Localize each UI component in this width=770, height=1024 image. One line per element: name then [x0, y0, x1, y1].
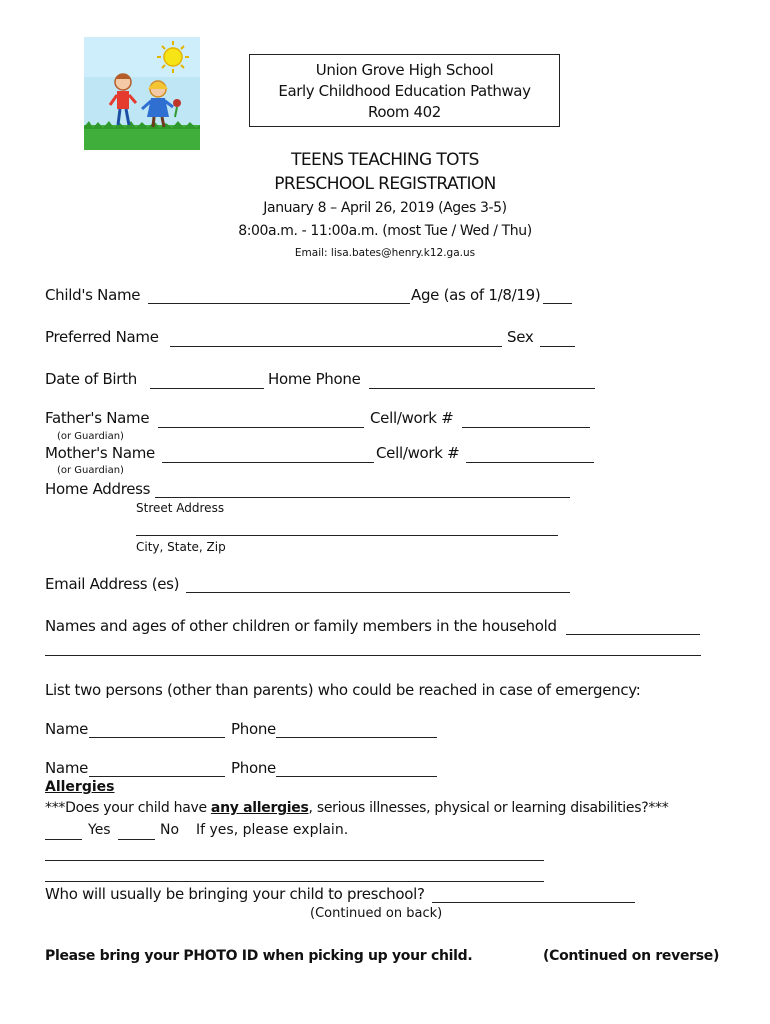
- allergies-heading: Allergies: [45, 779, 115, 795]
- dob-label: Date of Birth: [45, 370, 137, 388]
- continued-on-back: (Continued on back): [310, 906, 443, 921]
- mother-name-label: Mother's Name: [45, 444, 155, 462]
- allergies-explain-line-1[interactable]: [45, 860, 544, 861]
- home-phone-field[interactable]: [369, 388, 595, 389]
- other-children-field[interactable]: [566, 634, 700, 635]
- preferred-name-field[interactable]: [170, 346, 502, 347]
- home-address-label: Home Address: [45, 480, 151, 498]
- child-name-field[interactable]: [148, 303, 410, 304]
- other-children-label: Names and ages of other children or family members in the household: [45, 617, 557, 635]
- city-state-zip-field[interactable]: [136, 535, 558, 536]
- allergies-yes-blank[interactable]: [45, 839, 82, 840]
- home-phone-label: Home Phone: [268, 370, 361, 388]
- allergies-question-emphasis: any allergies: [210, 800, 309, 816]
- sex-field[interactable]: [540, 346, 575, 347]
- room-number: Room 402: [368, 103, 441, 121]
- emergency-name-1-label: Name: [45, 720, 89, 738]
- photo-id-notice: Please bring your PHOTO ID when picking up your child.: [45, 948, 473, 964]
- allergies-question-suffix: , serious illnesses, physical or learning disabilities?***: [308, 800, 669, 816]
- program-dates: January 8 – April 26, 2019 (Ages 3-5): [263, 200, 507, 216]
- allergies-explain-label: If yes, please explain.: [196, 822, 349, 838]
- email-address-label: Email Address (es): [45, 575, 180, 593]
- emergency-phone-1-label: Phone: [231, 720, 276, 738]
- allergies-no-blank[interactable]: [118, 839, 155, 840]
- allergies-yes-label: Yes: [88, 822, 111, 838]
- allergies-explain-line-2[interactable]: [45, 881, 544, 882]
- age-field[interactable]: [543, 303, 572, 304]
- street-address-field[interactable]: [155, 497, 570, 498]
- emergency-phone-2-label: Phone: [231, 759, 276, 777]
- sex-label: Sex: [507, 328, 534, 346]
- school-name: Union Grove High School: [315, 61, 494, 79]
- emergency-name-1-field[interactable]: [89, 737, 225, 738]
- continued-on-reverse: (Continued on reverse): [543, 948, 720, 964]
- father-guardian-note: (or Guardian): [57, 431, 124, 442]
- form-title: PRESCHOOL REGISTRATION: [274, 174, 496, 194]
- pathway-name: Early Childhood Education Pathway: [278, 82, 531, 100]
- father-cell-field[interactable]: [462, 427, 590, 428]
- mother-cell-field[interactable]: [466, 462, 594, 463]
- program-title: TEENS TEACHING TOTS: [291, 150, 479, 170]
- email-address-field[interactable]: [186, 592, 570, 593]
- father-name-field[interactable]: [158, 427, 364, 428]
- mother-guardian-note: (or Guardian): [57, 465, 124, 476]
- emergency-phone-1-field[interactable]: [276, 737, 437, 738]
- contact-email: Email: lisa.bates@henry.k12.ga.us: [294, 247, 476, 259]
- mother-name-field[interactable]: [162, 462, 374, 463]
- street-address-caption: Street Address: [136, 501, 225, 515]
- school-info-box: [249, 54, 560, 127]
- dob-field[interactable]: [150, 388, 264, 389]
- program-times: 8:00a.m. - 11:00a.m. (most Tue / Wed / Thu): [238, 223, 532, 239]
- who-brings-label: Who will usually be bringing your child to preschool?: [45, 885, 425, 903]
- allergies-no-label: No: [160, 822, 180, 838]
- emergency-name-2-field[interactable]: [89, 776, 225, 777]
- emergency-instruction: List two persons (other than parents) who could be reached in case of emergency:: [45, 681, 641, 699]
- emergency-phone-2-field[interactable]: [276, 776, 437, 777]
- father-cell-label: Cell/work #: [370, 409, 454, 427]
- child-name-label: Child's Name: [45, 286, 141, 304]
- other-children-field-2[interactable]: [45, 655, 701, 656]
- age-label: Age (as of 1/8/19): [411, 286, 541, 304]
- father-name-label: Father's Name: [45, 409, 150, 427]
- preferred-name-label: Preferred Name: [45, 328, 159, 346]
- city-state-zip-caption: City, State, Zip: [136, 540, 226, 554]
- kids-logo: [84, 37, 200, 150]
- who-brings-field[interactable]: [432, 902, 635, 903]
- allergies-question-prefix: ***Does your child have: [45, 800, 211, 816]
- emergency-name-2-label: Name: [45, 759, 89, 777]
- allergies-question: [45, 800, 668, 816]
- mother-cell-label: Cell/work #: [376, 444, 460, 462]
